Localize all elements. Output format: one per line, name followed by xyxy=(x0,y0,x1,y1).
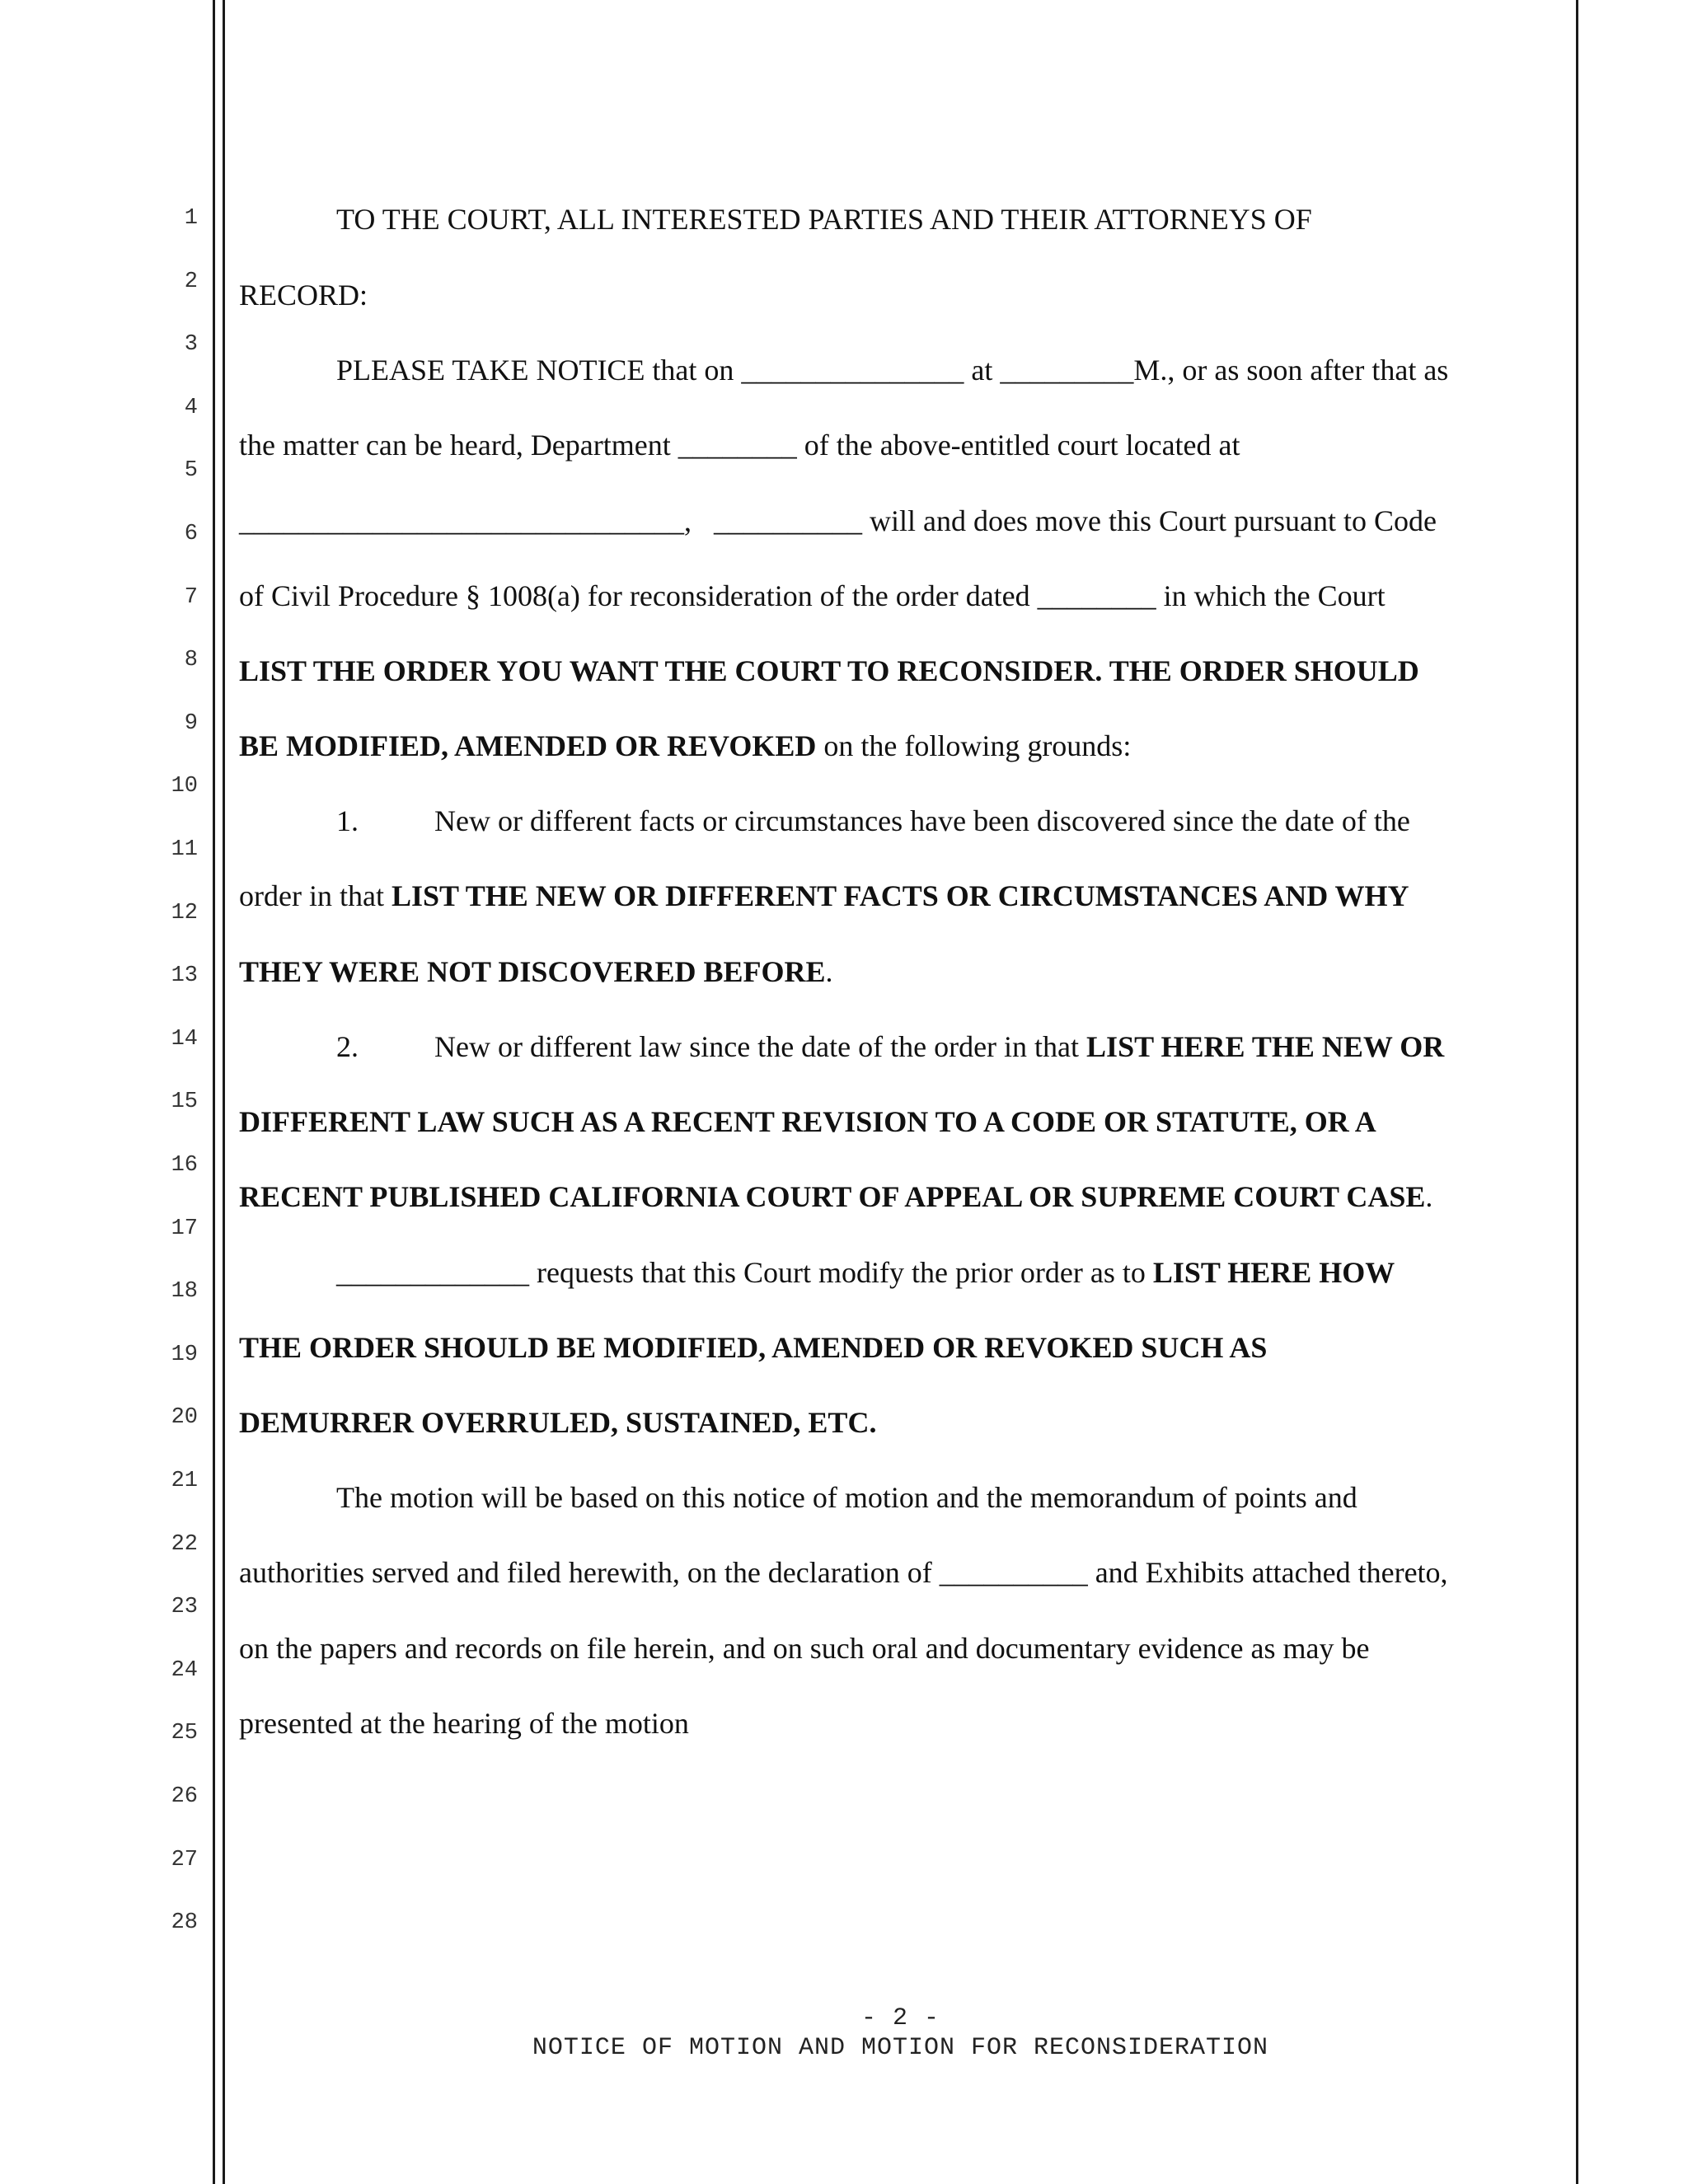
text: DIFFERENT LAW SUCH AS A RECENT REVISION TO A CODE OR STATUTE, OR A xyxy=(239,1105,1376,1138)
line-number: 26 xyxy=(171,1784,198,1809)
text: DEMURRER OVERRULED, SUSTAINED, ETC. xyxy=(239,1406,877,1439)
body-line-7 xyxy=(239,656,1578,686)
page-number: - 2 - xyxy=(860,2004,940,2032)
text: RECORD: xyxy=(239,279,368,312)
line-number: 13 xyxy=(171,963,198,989)
body-line-16 xyxy=(239,1333,1578,1362)
text: . xyxy=(1425,1180,1433,1213)
declarant-blank[interactable]: __________ xyxy=(939,1556,1088,1589)
text: order in that xyxy=(239,879,384,912)
text: THEY WERE NOT DISCOVERED BEFORE xyxy=(239,955,826,988)
line-number: 28 xyxy=(171,1910,198,1936)
text: on the papers and records on file herein, and on such oral and documentary evidence as may be xyxy=(239,1632,1370,1665)
text: requests that this Court modify the prior order as to xyxy=(537,1256,1146,1289)
text: LIST HERE THE NEW OR xyxy=(1086,1030,1445,1063)
text: of the above-entitled court located at xyxy=(804,429,1240,462)
hearing-date-blank[interactable]: _______________ xyxy=(741,354,964,387)
text: and Exhibits attached thereto, xyxy=(1095,1556,1448,1589)
body-line-3 xyxy=(336,355,1578,385)
line-number: 14 xyxy=(171,1026,198,1052)
text: THE ORDER SHOULD BE MODIFIED, AMENDED OR REVOKED SUCH AS xyxy=(239,1331,1268,1364)
text: The motion will be based on this notice of motion and the memorandum of points and xyxy=(336,1481,1357,1514)
line-number: 15 xyxy=(171,1090,198,1115)
text: on the following grounds: xyxy=(823,729,1132,762)
body-line-17 xyxy=(239,1408,1578,1437)
line-number: 17 xyxy=(171,1216,198,1241)
body-line-15 xyxy=(336,1258,1578,1287)
line-number: 2 xyxy=(184,269,198,294)
body-line-11 xyxy=(239,957,1578,987)
text: BE MODIFIED, AMENDED OR REVOKED xyxy=(239,729,817,762)
body-line-18 xyxy=(336,1483,1578,1512)
text: will and does move this Court pursuant to Code xyxy=(870,504,1437,537)
body-line-6 xyxy=(239,581,1578,611)
body-line-9 xyxy=(336,806,1578,836)
department-blank[interactable]: ________ xyxy=(678,429,797,462)
line-number: 7 xyxy=(184,584,198,610)
line-number: 20 xyxy=(171,1405,198,1431)
line-number: 24 xyxy=(171,1657,198,1683)
order-date-blank[interactable]: ________ xyxy=(1037,579,1156,612)
text: M., or as soon after that as xyxy=(1133,354,1449,387)
right-margin-rule xyxy=(1576,0,1578,2184)
line-number: 3 xyxy=(184,332,198,358)
text: . xyxy=(825,955,833,988)
body-line-4 xyxy=(239,430,1578,460)
line-number: 6 xyxy=(184,522,198,546)
moving-party-blank[interactable]: __________ xyxy=(714,504,862,537)
body-line-10 xyxy=(239,881,1578,911)
text: LIST HERE HOW xyxy=(1152,1256,1395,1289)
text: authorities served and filed herewith, on the declaration of xyxy=(239,1556,932,1589)
list-number: 2. xyxy=(336,1030,359,1063)
line-number: 27 xyxy=(171,1847,198,1872)
court-address-blank[interactable]: ______________________________ xyxy=(239,504,684,537)
list-number: 1. xyxy=(336,804,359,837)
line-number: 22 xyxy=(171,1531,198,1557)
text: in which the Court xyxy=(1163,579,1386,612)
body-line-20 xyxy=(239,1633,1578,1663)
text: TO THE COURT, ALL INTERESTED PARTIES AND THEIR ATTORNEYS OF xyxy=(336,203,1312,236)
body-line-5 xyxy=(239,506,1578,536)
body-line-1 xyxy=(336,204,1578,234)
text: at xyxy=(971,354,993,387)
text: , xyxy=(684,504,692,537)
line-number: 19 xyxy=(171,1342,198,1367)
body-line-21 xyxy=(239,1708,1578,1738)
footer-title: NOTICE OF MOTION AND MOTION FOR RECONSIDERATION xyxy=(532,2034,1269,2062)
body-line-8 xyxy=(239,731,1578,761)
text: PLEASE TAKE NOTICE that on xyxy=(336,354,734,387)
line-number: 9 xyxy=(184,710,198,736)
text: RECENT PUBLISHED CALIFORNIA COURT OF APPEAL OR SUPREME COURT CASE xyxy=(239,1180,1426,1213)
line-number: 10 xyxy=(171,774,198,799)
text: LIST THE NEW OR DIFFERENT FACTS OR CIRCUMSTANCES AND WHY xyxy=(391,879,1409,912)
body-line-2 xyxy=(239,280,1578,310)
requesting-party-blank[interactable]: _____________ xyxy=(336,1256,529,1289)
body-line-12 xyxy=(336,1032,1578,1062)
left-margin-rule-inner xyxy=(223,0,225,2184)
line-number: 23 xyxy=(171,1595,198,1620)
line-number: 4 xyxy=(184,395,198,420)
left-margin-rule-outer xyxy=(213,0,215,2184)
text: the matter can be heard, Department xyxy=(239,429,671,462)
line-number: 11 xyxy=(171,837,198,862)
line-number: 18 xyxy=(171,1279,198,1305)
line-number: 5 xyxy=(184,458,198,484)
line-number: 12 xyxy=(171,900,198,926)
text: LIST THE ORDER YOU WANT THE COURT TO RECONSIDER. THE ORDER SHOULD xyxy=(239,654,1419,687)
line-number: 16 xyxy=(171,1153,198,1178)
body-line-19 xyxy=(239,1558,1578,1587)
line-number: 8 xyxy=(184,648,198,673)
body-line-13 xyxy=(239,1107,1578,1137)
text: presented at the hearing of the motion xyxy=(239,1707,689,1740)
text: New or different law since the date of the order in that xyxy=(434,1030,1080,1063)
hearing-time-blank[interactable]: _________ xyxy=(1000,354,1134,387)
line-number: 1 xyxy=(184,206,198,231)
text: of Civil Procedure § 1008(a) for reconsideration of the order dated xyxy=(239,579,1030,612)
text: New or different facts or circumstances have been discovered since the date of the xyxy=(434,804,1410,837)
line-number: 21 xyxy=(171,1469,198,1493)
body-line-14 xyxy=(239,1182,1578,1212)
line-number: 25 xyxy=(171,1721,198,1746)
